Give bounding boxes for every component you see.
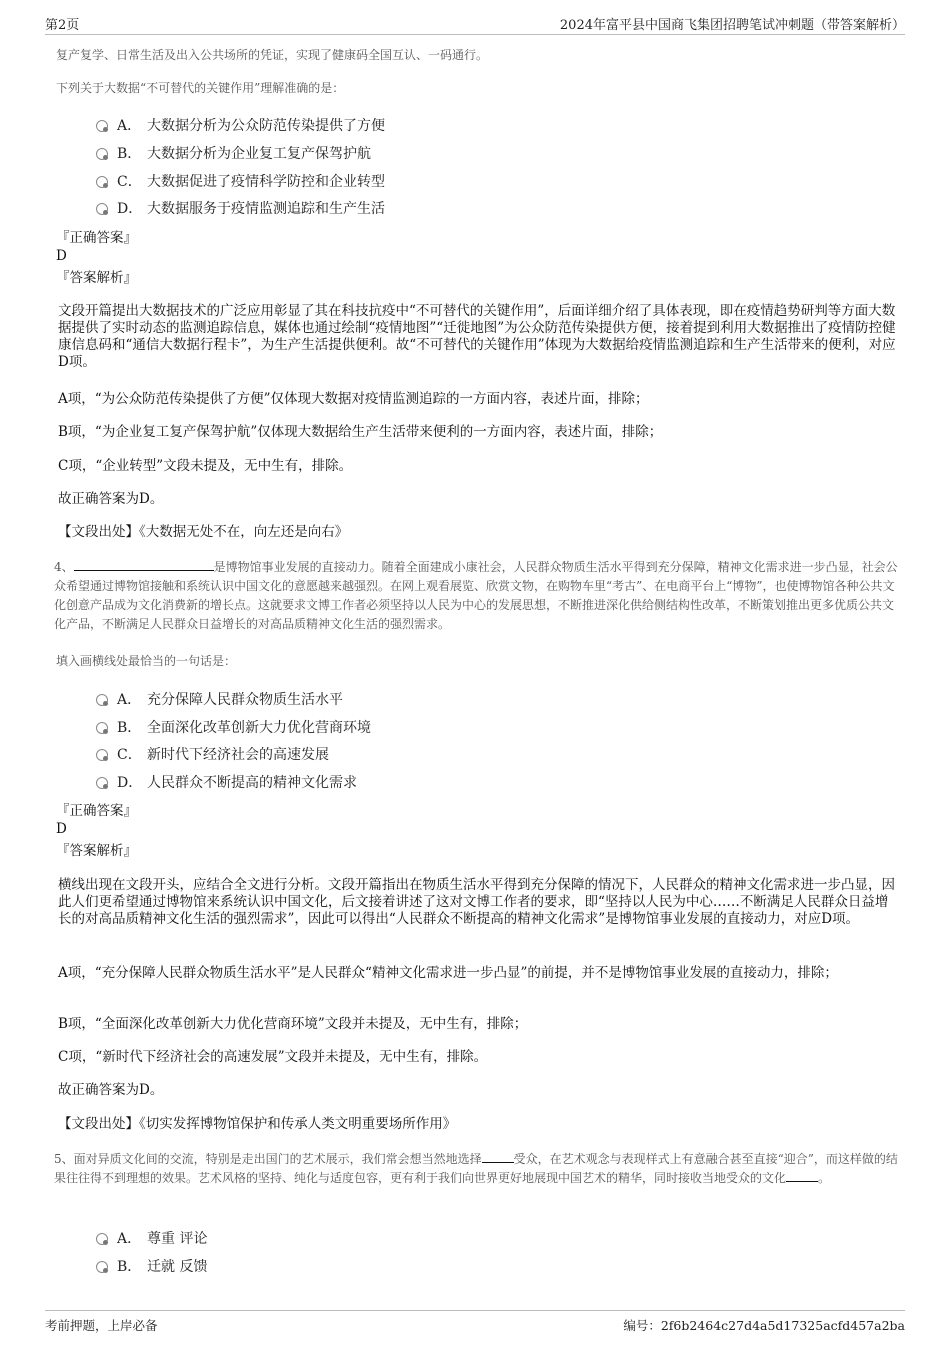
q3-analysis-main: 文段开篇提出大数据技术的广泛应用彰显了其在科技抗疫中“不可替代的关键作用”，后面详细介绍了具体表现，即在疫情趋势研判等方面大数据提供了实时动态的监测追踪信息，媒体也通过绘制“疫情地图”“迁徙地图”为公众防范传染提供方便，接着提到利用大数据推出了疫情防控健康信息码和“通信大数据行程卡”，为生产生活提供便利。故“不可替代的关键作用”体现为大数据给疫情监测追踪和生产生活带来的便利，对应D项。 <box>58 303 896 370</box>
page-footer <box>45 1310 905 1335</box>
q3-question: 下列关于大数据“不可替代的关键作用”理解准确的是： <box>56 81 345 95</box>
radio-icon[interactable] <box>96 203 108 215</box>
q3-intro-tail: 复产复学、日常生活及出入公共场所的凭证，实现了健康码全国互认、一码通行。 <box>56 48 489 62</box>
q3-answer: D <box>56 248 67 264</box>
q4-question: 填入画横线处最恰当的一句话是： <box>56 654 237 668</box>
q4-analysis-label: 『答案解析』 <box>56 843 137 859</box>
footer-slogan: 考前押题，上岸必备 <box>45 1318 158 1333</box>
radio-icon[interactable] <box>96 1233 108 1245</box>
radio-icon[interactable] <box>96 722 108 734</box>
q4-analysis-c: C项，“新时代下经济社会的高速发展”文段并未提及，无中生有，排除。 <box>58 1049 488 1065</box>
page-header <box>45 14 905 35</box>
q4-source: 【文段出处】《切实发挥博物馆保护和传承人类文明重要场所作用》 <box>58 1116 457 1132</box>
q4-conclusion: 故正确答案为D。 <box>58 1082 164 1098</box>
q3-analysis-label: 『答案解析』 <box>56 270 137 286</box>
q5-option-a[interactable]: A． 尊重 评论 <box>96 1228 207 1248</box>
q4-answer: D <box>56 821 67 837</box>
q5-stem: 5、面对异质文化间的交流，特别是走出国门的艺术展示，我们常会想当然地选择 受众，在艺术观念与表现样式上有意融合甚至直接“迎合”，而这样做的结果往往得不到理想的效果。艺术风格的坚持、纯化与适度包容，更有利于我们向世界更好地展现中国艺术的精华，同时接收当地受众的文化 。 <box>54 1152 898 1185</box>
q3-source: 【文段出处】《大数据无处不在，向左还是向右》 <box>58 524 349 540</box>
q4-analysis-b: B项，“全面深化改革创新大力优化营商环境”文段并未提及，无中生有，排除； <box>58 1016 528 1032</box>
q3-option-a[interactable]: A． 大数据分析为公众防范传染提供了方便 <box>96 115 385 135</box>
q4-option-c[interactable]: C． 新时代下经济社会的高速发展 <box>96 744 329 764</box>
fill-blank <box>74 558 214 571</box>
q4-analysis-main: 横线出现在文段开头，应结合全文进行分析。文段开篇指出在物质生活水平得到充分保障的情况下，人民群众的精神文化需求进一步凸显，因此人们更希望通过博物馆来系统认识中国文化，后文接着讲述了这对文博工作者的要求，即“坚持以人民为中心……不断满足人民群众日益增长的对高品质精神文化生活的强烈需求”，因此可以得出“人民群众不断提高的精神文化需求”是博物馆事业发展的直接动力，对应D项。 <box>58 877 895 927</box>
radio-icon[interactable] <box>96 120 108 132</box>
radio-icon[interactable] <box>96 1261 108 1273</box>
q3-option-b[interactable]: B． 大数据分析为企业复工复产保驾护航 <box>96 143 371 163</box>
document-title: 2024年富平县中国商飞集团招聘笔试冲刺题（带答案解析） <box>559 18 905 33</box>
radio-icon[interactable] <box>96 176 108 188</box>
q4-answer-label: 『正确答案』 <box>56 803 137 819</box>
q4-option-b[interactable]: B． 全面深化改革创新大力优化营商环境 <box>96 717 371 737</box>
fill-blank <box>786 1169 818 1182</box>
q5-option-b[interactable]: B． 迁就 反馈 <box>96 1256 207 1276</box>
q4-option-a[interactable]: A． 充分保障人民群众物质生活水平 <box>96 689 343 709</box>
radio-icon[interactable] <box>96 694 108 706</box>
q4-option-d[interactable]: D． 人民群众不断提高的精神文化需求 <box>96 772 357 792</box>
q3-option-c[interactable]: C． 大数据促进了疫情科学防控和企业转型 <box>96 171 385 191</box>
radio-icon[interactable] <box>96 148 108 160</box>
page-number: 第2页 <box>45 18 80 33</box>
q3-analysis-a: A项，“为公众防范传染提供了方便”仅体现大数据对疫情监测追踪的一方面内容，表述片面，排除； <box>58 391 649 407</box>
q4-analysis-a: A项，“充分保障人民群众物质生活水平”是人民群众“精神文化需求进一步凸显”的前提，并不是博物馆事业发展的直接动力，排除； <box>58 965 838 981</box>
q3-analysis-b: B项，“为企业复工复产保驾护航”仅体现大数据给生产生活带来便利的一方面内容，表述片面，排除； <box>58 424 663 440</box>
radio-icon[interactable] <box>96 749 108 761</box>
document-id: 编号：2f6b2464c27d4a5d17325acfd457a2ba <box>623 1318 905 1333</box>
q3-option-d[interactable]: D． 大数据服务于疫情监测追踪和生产生活 <box>96 198 385 218</box>
q3-analysis-c: C项，“企业转型”文段未提及，无中生有，排除。 <box>58 458 353 474</box>
q3-conclusion: 故正确答案为D。 <box>58 491 164 507</box>
radio-icon[interactable] <box>96 777 108 789</box>
q3-answer-label: 『正确答案』 <box>56 230 137 246</box>
fill-blank <box>482 1150 514 1163</box>
q4-stem: 4、 是博物馆事业发展的直接动力。随着全面建成小康社会，人民群众物质生活水平得到充分保障，精神文化需求进一步凸显，社会公众希望通过博物馆接触和系统认识中国文化的意愿越来越强烈。在网上观看展览、欣赏文物，在购物车里“考古”、在电商平台上“博物”，也使博物馆各种公共文化创意产品成为文化消费新的增长点。这就要求文博工作者必须坚持以人民为中心的发展思想，不断推进深化供给侧结构性改革，不断策划推出更多优质公共文化产品，不断满足人民群众日益增长的对高品质精神文化生活的强烈需求。 <box>54 560 898 631</box>
